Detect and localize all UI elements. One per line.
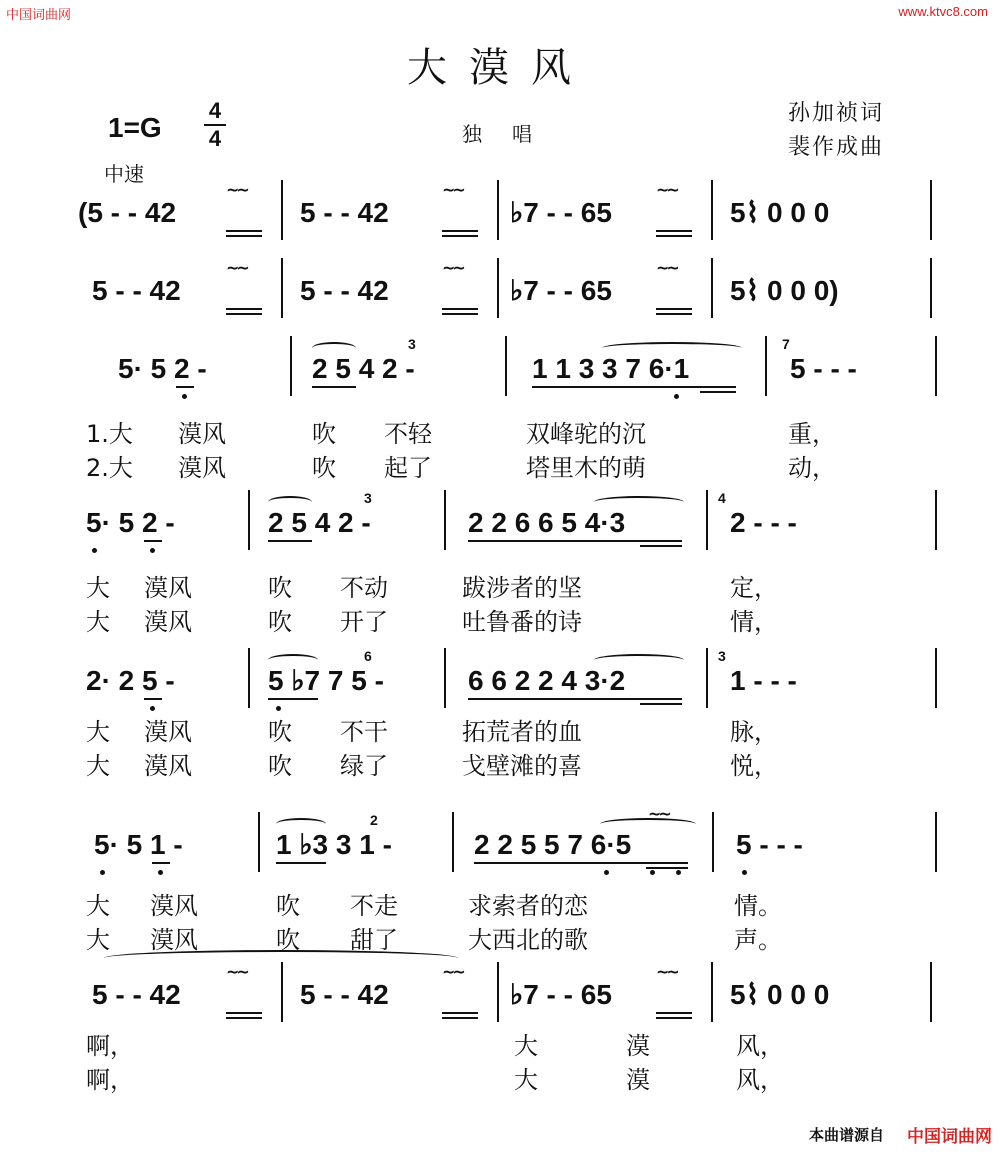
lyric-text: 拓荒者的血 — [462, 718, 582, 746]
barline — [711, 962, 713, 1022]
lyric-text: 吹 — [268, 752, 292, 780]
time-signature-top: 4 — [208, 98, 222, 123]
measure: 2 - - - — [730, 507, 797, 538]
barline — [452, 812, 454, 872]
lyric-text: 跋涉者的坚 — [462, 574, 582, 602]
low-octave-dot — [742, 870, 747, 875]
lyric-text: 吹 — [312, 420, 336, 448]
beam — [226, 1012, 262, 1014]
lyric-text: 大 — [86, 718, 110, 746]
beam — [268, 698, 318, 700]
barline — [290, 336, 292, 396]
low-octave-dot — [92, 548, 97, 553]
measure: 1 ♭3 3 1 - — [276, 829, 392, 860]
mordent-icon: ~~ — [648, 804, 669, 823]
measure: 5 - - - — [790, 353, 857, 384]
measure: 5 - - - — [736, 829, 803, 860]
lyric-text: 漠风 — [144, 574, 192, 602]
mordent-icon: ~~ — [226, 258, 247, 277]
measure: 5· 5 1 - — [94, 829, 183, 860]
low-octave-dot — [158, 870, 163, 875]
source-site-link[interactable]: 中国词曲网 — [907, 1127, 992, 1147]
mordent-icon: ~~ — [656, 962, 677, 981]
tempo-marking: 中速 — [104, 162, 144, 186]
barline — [258, 812, 260, 872]
lyric-text: 甜了 — [350, 926, 398, 954]
barline — [711, 258, 713, 318]
lyric-text: 漠 — [626, 1066, 650, 1094]
lyric-text: 脉， — [730, 718, 778, 746]
beam — [268, 540, 312, 542]
mordent-icon: ~~ — [442, 180, 463, 199]
time-signature — [200, 98, 230, 152]
lyric-text: 定， — [730, 574, 778, 602]
barline — [711, 180, 713, 240]
barline — [712, 812, 714, 872]
lyric-text: 情。 — [734, 892, 782, 920]
lyric-text: 不轻 — [384, 420, 432, 448]
lyric-text: 吹 — [276, 892, 300, 920]
barline — [444, 648, 446, 708]
measure: ♭7 - - 65 — [510, 979, 612, 1010]
composer-credit: 裴作成曲 — [788, 135, 885, 160]
barline — [935, 648, 937, 708]
barline — [497, 180, 499, 240]
source-label: 本曲谱源自 — [808, 1126, 884, 1144]
staff-line-3 — [0, 336, 1000, 396]
lyric-text: 塔里木的萌 — [526, 454, 646, 482]
mordent-icon: ~~ — [442, 258, 463, 277]
barline — [281, 962, 283, 1022]
barline — [444, 490, 446, 550]
beam — [468, 698, 682, 700]
beam — [276, 862, 326, 864]
beam — [700, 391, 736, 393]
grace-note: 7 — [782, 336, 790, 352]
lyric-text: 大 — [86, 892, 110, 920]
performance-type: 独唱 — [462, 122, 562, 146]
low-octave-dot — [650, 870, 655, 875]
beam — [226, 235, 262, 237]
measure: 5 - - 42 — [92, 979, 181, 1010]
beam — [176, 386, 194, 388]
barline — [935, 336, 937, 396]
lyric-text: 吐鲁番的诗 — [462, 608, 582, 636]
lyric-text: 求索者的恋 — [468, 892, 588, 920]
lyric-text: 漠风 — [150, 892, 198, 920]
measure: 6 6 2 2 4 3·2 — [468, 665, 626, 696]
staff-line-5 — [0, 648, 1000, 708]
beam — [442, 313, 478, 315]
beam — [656, 313, 692, 315]
lyric-text: 开了 — [340, 608, 388, 636]
lyric-text: 漠风 — [144, 718, 192, 746]
measure: 5⌇ 0 0 0) — [730, 275, 839, 306]
beam — [656, 1012, 692, 1014]
measure: ♭7 - - 65 — [510, 275, 612, 306]
lyric-text: 不走 — [350, 892, 398, 920]
beam — [226, 313, 262, 315]
low-octave-dot — [676, 870, 681, 875]
staff-line-6 — [0, 804, 1000, 872]
barline — [505, 336, 507, 396]
mordent-icon: ~~ — [656, 180, 677, 199]
barline — [930, 258, 932, 318]
measure: 2 2 5 5 7 6·5 — [474, 829, 632, 860]
grace-note: 3 — [718, 648, 726, 664]
measure: 5· 5 2 - — [86, 507, 175, 538]
barline — [706, 490, 708, 550]
lyric-text: 啊， — [86, 1066, 134, 1094]
lyric-text: 大西北的歌 — [468, 926, 588, 954]
beam — [144, 540, 162, 542]
lyric-text: 大 — [86, 926, 110, 954]
time-signature-bottom: 4 — [208, 126, 222, 151]
low-octave-dot — [674, 394, 679, 399]
barline — [281, 180, 283, 240]
mordent-icon: ~~ — [226, 962, 247, 981]
lyric-text: 啊， — [86, 1032, 134, 1060]
beam — [226, 230, 262, 232]
barline — [497, 258, 499, 318]
barline — [248, 648, 250, 708]
lyric-text: 起了 — [384, 454, 432, 482]
lyric-text: 悦， — [730, 752, 778, 780]
lyric-text: 重， — [788, 420, 836, 448]
measure: (5 - - 42 — [78, 197, 177, 228]
barline — [935, 812, 937, 872]
beam — [226, 1017, 262, 1019]
grace-note: 3 — [364, 490, 372, 506]
beam — [656, 235, 692, 237]
lyric-text: 漠风 — [144, 752, 192, 780]
beam — [152, 862, 170, 864]
lyric-text: 1.大 — [86, 420, 133, 448]
barline — [930, 180, 932, 240]
lyric-text: 大 — [86, 752, 110, 780]
lyric-text: 情， — [730, 608, 778, 636]
watermark-right: www.ktvc8.com — [898, 4, 988, 19]
measure: 5 - - 42 — [300, 275, 389, 306]
low-octave-dot — [276, 706, 281, 711]
beam — [656, 1017, 692, 1019]
measure: 5 - - 42 — [300, 197, 389, 228]
measure: 5⌇ 0 0 0 — [730, 979, 830, 1010]
measure: 2 5 4 2 - — [312, 353, 415, 384]
key-signature: 1=G — [108, 112, 162, 143]
measure: 5· 5 2 - — [118, 353, 207, 384]
lyric-text: 绿了 — [340, 752, 388, 780]
beam — [442, 230, 478, 232]
barline — [706, 648, 708, 708]
mordent-icon: ~~ — [442, 962, 463, 981]
lyric-text: 大 — [514, 1032, 538, 1060]
mordent-icon: ~~ — [656, 258, 677, 277]
grace-note: 2 — [370, 812, 378, 828]
song-title: 大漠风 — [407, 45, 593, 91]
beam — [226, 308, 262, 310]
measure: 5⌇ 0 0 0 — [730, 197, 830, 228]
staff-line-2 — [0, 258, 1000, 318]
staff-line-1 — [0, 180, 1000, 240]
lyric-text: 漠风 — [178, 454, 226, 482]
measure: 5 - - 42 — [300, 979, 389, 1010]
lyric-text: 2.大 — [86, 454, 133, 482]
low-octave-dot — [150, 548, 155, 553]
lyric-text: 漠风 — [150, 926, 198, 954]
low-octave-dot — [150, 706, 155, 711]
grace-note: 4 — [718, 490, 726, 506]
lyric-text: 漠风 — [144, 608, 192, 636]
measure: 2 2 6 6 5 4·3 — [468, 507, 626, 538]
lyric-text: 不动 — [340, 574, 388, 602]
lyric-text: 大 — [86, 574, 110, 602]
beam — [532, 386, 736, 388]
barline — [248, 490, 250, 550]
beam — [656, 308, 692, 310]
lyric-text: 吹 — [268, 718, 292, 746]
barline — [281, 258, 283, 318]
measure: 1 - - - — [730, 665, 797, 696]
lyric-text: 声。 — [734, 926, 782, 954]
measure: ♭7 - - 65 — [510, 197, 612, 228]
beam — [144, 698, 162, 700]
measure: 2· 2 5 - — [86, 665, 175, 696]
lyric-text: 吹 — [312, 454, 336, 482]
lyric-text: 戈壁滩的喜 — [462, 752, 582, 780]
beam — [640, 545, 682, 547]
lyric-text: 动， — [788, 454, 836, 482]
barline — [935, 490, 937, 550]
barline — [765, 336, 767, 396]
low-octave-dot — [604, 870, 609, 875]
lyricist-credit: 孙加祯词 — [788, 101, 885, 126]
beam — [442, 1017, 478, 1019]
staff-line-4 — [0, 490, 1000, 550]
beam — [468, 540, 682, 542]
lyric-text: 漠风 — [178, 420, 226, 448]
grace-note: 6 — [364, 648, 372, 664]
beam — [442, 308, 478, 310]
low-octave-dot — [100, 870, 105, 875]
low-octave-dot — [182, 394, 187, 399]
lyric-text: 双峰驼的沉 — [526, 420, 646, 448]
grace-note: 3 — [408, 336, 416, 352]
lyric-text: 风， — [736, 1032, 784, 1060]
staff-line-7 — [0, 962, 1000, 1022]
beam — [442, 235, 478, 237]
lyric-text: 吹 — [268, 608, 292, 636]
beam — [646, 867, 688, 869]
watermark-left: 中国词曲网 — [6, 8, 72, 23]
barline — [497, 962, 499, 1022]
lyric-text: 不干 — [340, 718, 388, 746]
lyric-text: 吹 — [276, 926, 300, 954]
beam — [656, 230, 692, 232]
beam — [442, 1012, 478, 1014]
beam — [640, 703, 682, 705]
measure: 5 ♭7 7 5 - — [268, 665, 384, 696]
lyric-text: 大 — [86, 608, 110, 636]
lyric-text: 风， — [736, 1066, 784, 1094]
lyric-text: 吹 — [268, 574, 292, 602]
measure: 5 - - 42 — [92, 275, 181, 306]
lyric-text: 大 — [514, 1066, 538, 1094]
mordent-icon: ~~ — [226, 180, 247, 199]
beam — [474, 862, 688, 864]
beam — [312, 386, 356, 388]
measure: 1 1 3 3 7 6·1 — [532, 353, 690, 384]
measure: 2 5 4 2 - — [268, 507, 371, 538]
lyric-text: 漠 — [626, 1032, 650, 1060]
barline — [930, 962, 932, 1022]
